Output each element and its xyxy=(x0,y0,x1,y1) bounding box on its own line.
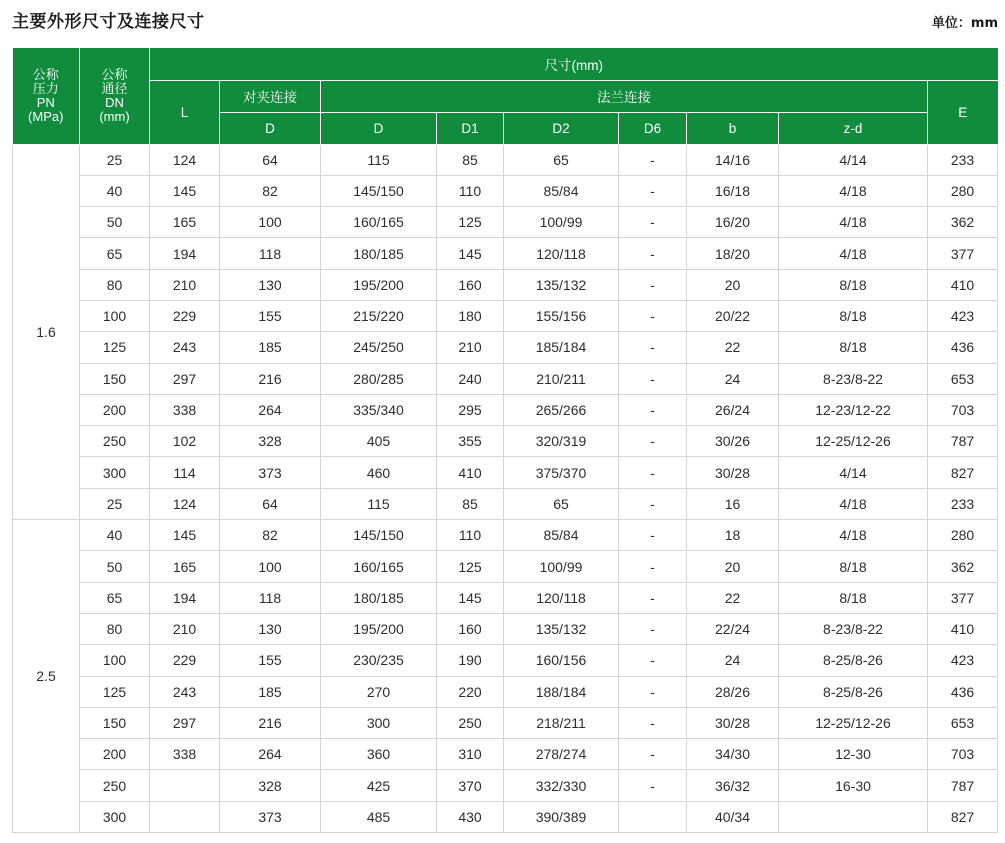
cell-L: 114 xyxy=(150,457,220,488)
cell-flange-b: 16/18 xyxy=(687,175,779,206)
cell-L: 297 xyxy=(150,363,220,394)
table-row xyxy=(13,144,998,175)
cell-L: 210 xyxy=(150,269,220,300)
cell-flange-zd: 12-25/12-26 xyxy=(779,707,928,738)
cell-flange-D6: - xyxy=(619,520,687,551)
cell-flange-D1: 160 xyxy=(437,613,504,644)
cell-flange-D: 215/220 xyxy=(321,300,437,331)
cell-flange-b: 20 xyxy=(687,551,779,582)
cell-flange-zd: 8-23/8-22 xyxy=(779,363,928,394)
table-row xyxy=(13,426,998,457)
cell-flange-D1: 85 xyxy=(437,488,504,519)
cell-flange-D1: 355 xyxy=(437,426,504,457)
header-dn xyxy=(80,48,150,144)
cell-flange-D1: 160 xyxy=(437,269,504,300)
cell-dn: 150 xyxy=(80,363,150,394)
cell-wafer-D: 216 xyxy=(220,363,321,394)
cell-L: 124 xyxy=(150,144,220,175)
cell-flange-D2: 320/319 xyxy=(504,426,619,457)
cell-L: 165 xyxy=(150,551,220,582)
cell-flange-D1: 240 xyxy=(437,363,504,394)
cell-wafer-D: 185 xyxy=(220,332,321,363)
cell-flange-b: 16/20 xyxy=(687,207,779,238)
cell-flange-D: 270 xyxy=(321,676,437,707)
cell-flange-zd: 12-25/12-26 xyxy=(779,426,928,457)
cell-flange-b: 24 xyxy=(687,363,779,394)
cell-E: 410 xyxy=(928,269,998,300)
header-flange-group: 法兰连接 xyxy=(321,80,928,112)
cell-flange-D1: 180 xyxy=(437,300,504,331)
cell-flange-D6: - xyxy=(619,426,687,457)
cell-flange-D2: 375/370 xyxy=(504,457,619,488)
cell-L: 194 xyxy=(150,238,220,269)
header-dimensions-group: 尺寸(mm) xyxy=(150,48,998,80)
header-flange-D6: D6 xyxy=(619,112,687,144)
cell-flange-D: 230/235 xyxy=(321,645,437,676)
cell-flange-D6: - xyxy=(619,207,687,238)
cell-wafer-D: 130 xyxy=(220,613,321,644)
cell-flange-D: 115 xyxy=(321,144,437,175)
cell-flange-D6: - xyxy=(619,707,687,738)
table-row xyxy=(13,457,998,488)
cell-flange-b: 18 xyxy=(687,520,779,551)
cell-flange-D: 115 xyxy=(321,488,437,519)
cell-flange-D: 460 xyxy=(321,457,437,488)
header-flange-b: b xyxy=(687,112,779,144)
cell-flange-D2: 65 xyxy=(504,488,619,519)
cell-flange-D2: 332/330 xyxy=(504,770,619,801)
cell-L: 338 xyxy=(150,739,220,770)
cell-flange-D2: 265/266 xyxy=(504,394,619,425)
cell-L: 243 xyxy=(150,676,220,707)
cell-flange-zd: 8/18 xyxy=(779,582,928,613)
cell-dn: 80 xyxy=(80,613,150,644)
cell-dn: 300 xyxy=(80,801,150,832)
cell-E: 410 xyxy=(928,613,998,644)
header-L: L xyxy=(150,80,220,144)
cell-pn: 2.5 xyxy=(13,520,80,833)
dimension-table xyxy=(12,48,998,833)
cell-E: 233 xyxy=(928,144,998,175)
cell-flange-D: 300 xyxy=(321,707,437,738)
cell-flange-zd: 4/14 xyxy=(779,144,928,175)
cell-flange-zd: 4/18 xyxy=(779,175,928,206)
cell-flange-b: 30/28 xyxy=(687,707,779,738)
cell-flange-D6: - xyxy=(619,300,687,331)
cell-flange-D: 160/165 xyxy=(321,551,437,582)
cell-flange-b: 30/26 xyxy=(687,426,779,457)
cell-flange-zd: 12-23/12-22 xyxy=(779,394,928,425)
cell-dn: 300 xyxy=(80,457,150,488)
cell-wafer-D: 155 xyxy=(220,645,321,676)
cell-flange-D1: 145 xyxy=(437,238,504,269)
cell-flange-D6: - xyxy=(619,332,687,363)
cell-flange-D: 195/200 xyxy=(321,613,437,644)
cell-flange-D6 xyxy=(619,801,687,832)
cell-flange-b: 20/22 xyxy=(687,300,779,331)
cell-flange-D: 180/185 xyxy=(321,238,437,269)
cell-flange-D2: 135/132 xyxy=(504,269,619,300)
table-header xyxy=(13,48,998,144)
cell-flange-D1: 125 xyxy=(437,207,504,238)
cell-L: 145 xyxy=(150,520,220,551)
cell-flange-D: 145/150 xyxy=(321,520,437,551)
table-row xyxy=(13,739,998,770)
cell-flange-D6: - xyxy=(619,394,687,425)
table-row xyxy=(13,300,998,331)
cell-dn: 250 xyxy=(80,426,150,457)
cell-flange-D1: 110 xyxy=(437,175,504,206)
cell-flange-zd: 8/18 xyxy=(779,300,928,331)
cell-E: 653 xyxy=(928,707,998,738)
cell-dn: 200 xyxy=(80,739,150,770)
cell-E: 703 xyxy=(928,394,998,425)
cell-flange-b: 30/28 xyxy=(687,457,779,488)
table-row xyxy=(13,613,998,644)
cell-flange-D2: 85/84 xyxy=(504,520,619,551)
cell-dn: 80 xyxy=(80,269,150,300)
header-dn-text: 公称 通径 DN (mm) xyxy=(99,66,130,124)
cell-dn: 65 xyxy=(80,582,150,613)
cell-flange-D1: 210 xyxy=(437,332,504,363)
cell-E: 280 xyxy=(928,520,998,551)
cell-dn: 25 xyxy=(80,144,150,175)
cell-flange-D6: - xyxy=(619,488,687,519)
cell-L: 338 xyxy=(150,394,220,425)
cell-wafer-D: 328 xyxy=(220,770,321,801)
cell-flange-D: 405 xyxy=(321,426,437,457)
cell-dn: 125 xyxy=(80,676,150,707)
cell-E: 362 xyxy=(928,207,998,238)
cell-flange-D1: 370 xyxy=(437,770,504,801)
cell-dn: 50 xyxy=(80,207,150,238)
cell-L: 194 xyxy=(150,582,220,613)
cell-dn: 25 xyxy=(80,488,150,519)
cell-E: 787 xyxy=(928,770,998,801)
cell-E: 827 xyxy=(928,801,998,832)
cell-wafer-D: 100 xyxy=(220,207,321,238)
cell-flange-D2: 390/389 xyxy=(504,801,619,832)
cell-L: 165 xyxy=(150,207,220,238)
cell-flange-D6: - xyxy=(619,645,687,676)
cell-L: 229 xyxy=(150,645,220,676)
cell-L xyxy=(150,770,220,801)
table-row xyxy=(13,551,998,582)
table-row xyxy=(13,269,998,300)
header-flange-D1: D1 xyxy=(437,112,504,144)
cell-flange-D6: - xyxy=(619,676,687,707)
table-row xyxy=(13,488,998,519)
cell-flange-D1: 220 xyxy=(437,676,504,707)
header-wafer-D: D xyxy=(220,112,321,144)
cell-E: 787 xyxy=(928,426,998,457)
header-E: E xyxy=(928,80,998,144)
cell-wafer-D: 328 xyxy=(220,426,321,457)
cell-flange-D1: 125 xyxy=(437,551,504,582)
table-row xyxy=(13,207,998,238)
cell-flange-D1: 110 xyxy=(437,520,504,551)
cell-E: 827 xyxy=(928,457,998,488)
cell-flange-D1: 430 xyxy=(437,801,504,832)
cell-flange-D2: 218/211 xyxy=(504,707,619,738)
table-row xyxy=(13,770,998,801)
cell-dn: 150 xyxy=(80,707,150,738)
cell-flange-D: 245/250 xyxy=(321,332,437,363)
cell-L: 243 xyxy=(150,332,220,363)
cell-flange-D1: 190 xyxy=(437,645,504,676)
table-row xyxy=(13,238,998,269)
cell-dn: 50 xyxy=(80,551,150,582)
cell-flange-zd: 16-30 xyxy=(779,770,928,801)
cell-flange-b: 18/20 xyxy=(687,238,779,269)
cell-E: 233 xyxy=(928,488,998,519)
cell-wafer-D: 118 xyxy=(220,582,321,613)
cell-L: 124 xyxy=(150,488,220,519)
cell-wafer-D: 264 xyxy=(220,394,321,425)
cell-flange-D1: 85 xyxy=(437,144,504,175)
cell-flange-zd: 4/18 xyxy=(779,520,928,551)
cell-flange-D2: 185/184 xyxy=(504,332,619,363)
cell-flange-D1: 295 xyxy=(437,394,504,425)
cell-flange-D2: 210/211 xyxy=(504,363,619,394)
cell-flange-D1: 310 xyxy=(437,739,504,770)
cell-flange-b: 34/30 xyxy=(687,739,779,770)
header-pn-text: 公称 压力 PN (MPa) xyxy=(28,66,64,124)
table-row xyxy=(13,332,998,363)
cell-wafer-D: 82 xyxy=(220,520,321,551)
table-row xyxy=(13,175,998,206)
cell-L: 145 xyxy=(150,175,220,206)
table-row xyxy=(13,394,998,425)
table-row xyxy=(13,520,998,551)
cell-flange-D: 335/340 xyxy=(321,394,437,425)
cell-E: 423 xyxy=(928,300,998,331)
cell-flange-b: 22 xyxy=(687,582,779,613)
table-row xyxy=(13,363,998,394)
cell-wafer-D: 64 xyxy=(220,488,321,519)
cell-flange-D6: - xyxy=(619,269,687,300)
cell-flange-b: 26/24 xyxy=(687,394,779,425)
cell-dn: 100 xyxy=(80,645,150,676)
cell-flange-b: 24 xyxy=(687,645,779,676)
cell-wafer-D: 373 xyxy=(220,801,321,832)
cell-wafer-D: 130 xyxy=(220,269,321,300)
cell-E: 436 xyxy=(928,676,998,707)
cell-flange-zd: 4/18 xyxy=(779,238,928,269)
cell-flange-D1: 410 xyxy=(437,457,504,488)
table-body xyxy=(13,144,998,833)
cell-flange-b: 28/26 xyxy=(687,676,779,707)
cell-L: 297 xyxy=(150,707,220,738)
cell-flange-zd: 4/18 xyxy=(779,207,928,238)
unit-label: 单位：mm xyxy=(931,16,998,31)
cell-flange-zd: 4/18 xyxy=(779,488,928,519)
cell-flange-zd: 8/18 xyxy=(779,551,928,582)
cell-flange-D: 160/165 xyxy=(321,207,437,238)
cell-dn: 250 xyxy=(80,770,150,801)
table-row xyxy=(13,707,998,738)
cell-E: 362 xyxy=(928,551,998,582)
cell-flange-D6: - xyxy=(619,739,687,770)
cell-wafer-D: 373 xyxy=(220,457,321,488)
cell-dn: 40 xyxy=(80,175,150,206)
cell-flange-D6: - xyxy=(619,582,687,613)
cell-L: 102 xyxy=(150,426,220,457)
cell-flange-D2: 278/274 xyxy=(504,739,619,770)
cell-dn: 40 xyxy=(80,520,150,551)
cell-flange-zd xyxy=(779,801,928,832)
cell-flange-D6: - xyxy=(619,175,687,206)
cell-flange-b: 20 xyxy=(687,269,779,300)
cell-flange-D2: 160/156 xyxy=(504,645,619,676)
cell-pn: 1.6 xyxy=(13,144,80,520)
table-row xyxy=(13,801,998,832)
cell-flange-D6: - xyxy=(619,770,687,801)
cell-flange-D6: - xyxy=(619,363,687,394)
cell-L: 210 xyxy=(150,613,220,644)
cell-flange-b: 22/24 xyxy=(687,613,779,644)
cell-flange-D2: 85/84 xyxy=(504,175,619,206)
cell-flange-D: 180/185 xyxy=(321,582,437,613)
cell-flange-D2: 120/118 xyxy=(504,238,619,269)
header-pn xyxy=(13,48,80,144)
cell-E: 703 xyxy=(928,739,998,770)
cell-flange-D1: 145 xyxy=(437,582,504,613)
cell-flange-D6: - xyxy=(619,238,687,269)
header-wafer-group: 对夹连接 xyxy=(220,80,321,112)
header-flange-D: D xyxy=(321,112,437,144)
cell-dn: 65 xyxy=(80,238,150,269)
cell-flange-D: 425 xyxy=(321,770,437,801)
cell-E: 423 xyxy=(928,645,998,676)
cell-L: 229 xyxy=(150,300,220,331)
cell-dn: 200 xyxy=(80,394,150,425)
cell-wafer-D: 155 xyxy=(220,300,321,331)
cell-flange-b: 22 xyxy=(687,332,779,363)
cell-flange-zd: 8-23/8-22 xyxy=(779,613,928,644)
cell-flange-D: 360 xyxy=(321,739,437,770)
cell-wafer-D: 216 xyxy=(220,707,321,738)
cell-E: 377 xyxy=(928,238,998,269)
cell-flange-zd: 12-30 xyxy=(779,739,928,770)
cell-flange-zd: 8/18 xyxy=(779,332,928,363)
cell-wafer-D: 185 xyxy=(220,676,321,707)
cell-flange-b: 14/16 xyxy=(687,144,779,175)
cell-flange-D6: - xyxy=(619,457,687,488)
table-row xyxy=(13,645,998,676)
cell-wafer-D: 82 xyxy=(220,175,321,206)
cell-flange-D2: 100/99 xyxy=(504,207,619,238)
cell-flange-D: 485 xyxy=(321,801,437,832)
cell-dn: 100 xyxy=(80,300,150,331)
cell-E: 280 xyxy=(928,175,998,206)
cell-wafer-D: 100 xyxy=(220,551,321,582)
cell-flange-b: 40/34 xyxy=(687,801,779,832)
page-title: 主要外形尺寸及连接尺寸 xyxy=(12,12,205,32)
header-flange-zd: z-d xyxy=(779,112,928,144)
cell-E: 436 xyxy=(928,332,998,363)
cell-flange-D2: 188/184 xyxy=(504,676,619,707)
cell-flange-D2: 135/132 xyxy=(504,613,619,644)
cell-flange-b: 16 xyxy=(687,488,779,519)
table-row xyxy=(13,676,998,707)
cell-flange-D6: - xyxy=(619,144,687,175)
cell-dn: 125 xyxy=(80,332,150,363)
cell-wafer-D: 264 xyxy=(220,739,321,770)
cell-flange-D2: 120/118 xyxy=(504,582,619,613)
cell-wafer-D: 118 xyxy=(220,238,321,269)
cell-flange-D2: 100/99 xyxy=(504,551,619,582)
cell-wafer-D: 64 xyxy=(220,144,321,175)
cell-E: 653 xyxy=(928,363,998,394)
cell-flange-D6: - xyxy=(619,613,687,644)
cell-E: 377 xyxy=(928,582,998,613)
cell-flange-zd: 4/14 xyxy=(779,457,928,488)
table-row xyxy=(13,582,998,613)
cell-flange-zd: 8-25/8-26 xyxy=(779,645,928,676)
cell-flange-D: 145/150 xyxy=(321,175,437,206)
cell-flange-b: 36/32 xyxy=(687,770,779,801)
cell-flange-D1: 250 xyxy=(437,707,504,738)
header-flange-D2: D2 xyxy=(504,112,619,144)
cell-flange-D2: 65 xyxy=(504,144,619,175)
cell-L xyxy=(150,801,220,832)
cell-flange-zd: 8-25/8-26 xyxy=(779,676,928,707)
cell-flange-D: 195/200 xyxy=(321,269,437,300)
cell-flange-D2: 155/156 xyxy=(504,300,619,331)
cell-flange-D: 280/285 xyxy=(321,363,437,394)
cell-flange-zd: 8/18 xyxy=(779,269,928,300)
cell-flange-D6: - xyxy=(619,551,687,582)
